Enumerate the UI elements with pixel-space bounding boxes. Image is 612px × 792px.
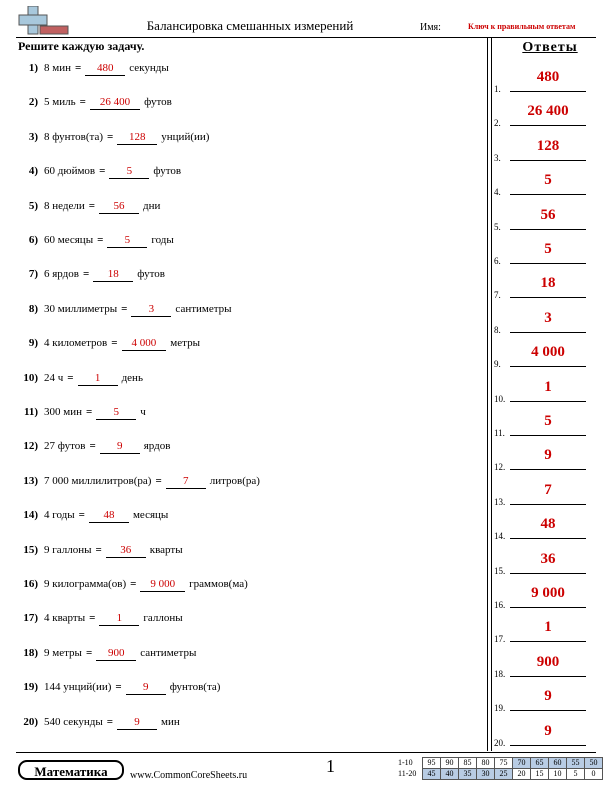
- answer-value: 9 000: [531, 585, 565, 601]
- answer-blank: 18: [93, 268, 133, 282]
- problem-target-unit: годы: [151, 234, 174, 246]
- problem-row: [10, 268, 165, 284]
- answer-value: 9: [544, 722, 552, 739]
- problem-row: [10, 234, 174, 250]
- problem-quantity: 24 ч: [44, 371, 64, 384]
- plus-minus-logo-icon: [18, 6, 70, 36]
- site-url: www.CommonCoreSheets.ru: [130, 770, 248, 781]
- page-number: 1: [326, 756, 335, 776]
- answer-value: 3: [544, 309, 552, 326]
- equals-sign: =: [95, 543, 102, 556]
- equals-sign: =: [85, 646, 93, 659]
- answer-line: [510, 641, 586, 642]
- problem-target-unit: унций(ии): [161, 130, 210, 143]
- answer-line: [510, 297, 586, 298]
- footer-divider: [16, 752, 596, 753]
- problem-number: 2): [28, 96, 38, 109]
- answer-blank: 5: [109, 165, 149, 179]
- problem-target-unit: дни: [143, 199, 161, 212]
- equals-sign: =: [111, 337, 118, 350]
- problem-quantity: 30 миллиметры: [44, 302, 118, 315]
- score-cell: 10: [549, 769, 567, 780]
- equals-sign: =: [106, 715, 113, 728]
- problem-number: 10): [23, 371, 38, 384]
- equals-sign: =: [130, 578, 137, 590]
- score-cell: 5: [567, 769, 585, 780]
- answer-blank: 4 000: [122, 337, 167, 351]
- score-table: [398, 757, 603, 780]
- problem-quantity: 4 кварты: [44, 612, 86, 625]
- answer-line: [510, 573, 586, 574]
- answer-line: [510, 676, 586, 677]
- problem-target-unit: день: [121, 371, 143, 384]
- equals-sign: =: [74, 62, 82, 74]
- answer-row: [494, 412, 594, 440]
- problem-row: [10, 372, 143, 388]
- answer-blank: 9 000: [140, 578, 185, 592]
- answer-number: 3.: [494, 152, 501, 163]
- problem-row: [10, 165, 181, 181]
- score-cell: 15: [531, 769, 549, 780]
- problem-row: [10, 716, 180, 732]
- score-cell: 60: [549, 758, 567, 769]
- equals-sign: =: [85, 406, 93, 418]
- answer-number: 18.: [494, 668, 506, 679]
- answer-line: [510, 91, 586, 92]
- answer-column-divider: [487, 37, 488, 751]
- problem-target-unit: сантиметры: [175, 302, 232, 315]
- problem-quantity: 8 мин: [44, 62, 71, 74]
- answer-blank: 9: [100, 440, 140, 454]
- score-cell: 85: [459, 758, 477, 769]
- answer-line: [510, 332, 586, 333]
- answer-number: 2.: [494, 118, 501, 129]
- answer-value: 5: [544, 172, 552, 189]
- problem-quantity: 300 мин: [44, 406, 82, 418]
- answer-value: 7: [544, 481, 552, 498]
- equals-sign: =: [121, 302, 128, 315]
- answer-row: [494, 206, 594, 234]
- answer-line: [510, 229, 586, 230]
- score-cell: 20: [513, 769, 531, 780]
- equals-sign: =: [79, 96, 86, 109]
- answer-row: [494, 515, 594, 543]
- problem-row: [10, 681, 220, 697]
- problem-target-unit: мин: [161, 715, 180, 728]
- problem-number: 12): [23, 440, 38, 453]
- answer-line: [510, 504, 586, 505]
- equals-sign: =: [107, 130, 114, 143]
- answer-value: 9: [544, 447, 552, 464]
- answer-value: 5: [544, 413, 552, 429]
- answer-blank: 5: [96, 406, 136, 420]
- score-cell: 50: [585, 758, 603, 769]
- problem-quantity: 60 дюймов: [44, 165, 96, 178]
- problem-row: [10, 131, 209, 147]
- problem-row: [10, 440, 170, 456]
- problem-number: 11): [23, 406, 38, 418]
- answer-value: 4 000: [531, 344, 565, 361]
- answer-number: 10.: [494, 393, 506, 404]
- answer-value: 9: [544, 688, 552, 705]
- answer-line: [510, 263, 586, 264]
- answer-row: [494, 653, 594, 681]
- problem-number: 9): [28, 337, 38, 350]
- score-row: [398, 769, 603, 780]
- problem-row: [10, 200, 160, 216]
- problem-quantity: 27 футов: [44, 440, 86, 453]
- problem-quantity: 9 галлоны: [44, 543, 92, 556]
- answer-line: [510, 194, 586, 195]
- answers-header: Ответы: [522, 40, 578, 55]
- problem-quantity: 5 миль: [44, 96, 76, 109]
- problem-target-unit: месяцы: [132, 509, 169, 522]
- answer-blank: 1: [99, 612, 139, 626]
- answer-value: 36: [540, 550, 556, 567]
- answer-value: 48: [540, 516, 556, 533]
- score-cell: 30: [477, 769, 495, 780]
- problem-quantity: 540 секунды: [44, 715, 103, 728]
- score-cell: 75: [495, 758, 513, 769]
- equals-sign: =: [155, 474, 162, 487]
- problem-number: 13): [23, 474, 38, 487]
- answer-value: 480: [536, 69, 560, 85]
- answer-blank: 9: [126, 681, 166, 695]
- problem-row: [10, 509, 168, 525]
- score-cell: 25: [495, 769, 513, 780]
- problem-quantity: 4 километров: [44, 337, 108, 350]
- answer-blank: 3: [131, 303, 171, 317]
- answer-blank: 48: [89, 509, 129, 523]
- answer-line: [510, 401, 586, 402]
- answer-row: [494, 481, 594, 509]
- answer-value: 5: [544, 241, 552, 257]
- score-cell: 35: [459, 769, 477, 780]
- answer-number: 16.: [494, 600, 506, 610]
- answer-blank: 900: [96, 647, 136, 661]
- answer-row: [494, 240, 594, 268]
- equals-sign: =: [89, 440, 96, 453]
- score-cell: 65: [531, 758, 549, 769]
- answer-line: [510, 538, 586, 539]
- answer-row: [494, 584, 594, 612]
- problem-row: [10, 578, 248, 594]
- answer-value: 1: [544, 378, 552, 395]
- answer-blank: 26 400: [90, 96, 140, 110]
- problem-row: [10, 475, 260, 491]
- answer-number: 5.: [494, 221, 501, 232]
- answer-blank: 1: [78, 372, 118, 386]
- header-divider: [16, 37, 596, 38]
- answer-number: 14.: [494, 531, 506, 542]
- instructions: Решите каждую задачу.: [18, 39, 145, 53]
- problem-target-unit: фунтов(та): [169, 681, 221, 694]
- answer-row: [494, 68, 594, 96]
- answer-number: 4.: [494, 187, 501, 198]
- answer-value: 128: [536, 137, 560, 154]
- problem-target-unit: секунды: [129, 62, 169, 74]
- answer-number: 7.: [494, 290, 501, 301]
- answer-number: 12.: [494, 462, 506, 473]
- answer-number: 15.: [494, 565, 506, 576]
- answer-line: [510, 125, 586, 126]
- answer-key-label: Ключ к правильным ответам: [468, 22, 576, 31]
- problem-number: 5): [28, 199, 38, 212]
- problem-target-unit: футов: [137, 268, 165, 281]
- answer-blank: 9: [117, 716, 157, 730]
- answer-row: [494, 687, 594, 715]
- problem-number: 8): [28, 302, 38, 315]
- problem-quantity: 9 килограмма(ов): [44, 578, 127, 590]
- score-cell: 80: [477, 758, 495, 769]
- answer-value: 18: [540, 275, 556, 292]
- problem-target-unit: ч: [140, 406, 146, 418]
- problem-target-unit: сантиметры: [140, 646, 197, 659]
- problem-quantity: 4 годы: [44, 509, 75, 522]
- problem-number: 3): [28, 130, 38, 143]
- answer-row: [494, 618, 594, 646]
- worksheet-title: Балансировка смешанных измерений: [146, 18, 354, 33]
- answer-row: [494, 446, 594, 474]
- problem-target-unit: граммов(ма): [189, 578, 248, 590]
- problem-row: [10, 612, 183, 628]
- score-range-label: 11-20: [398, 769, 417, 778]
- problem-quantity: 9 метры: [44, 646, 82, 659]
- problem-target-unit: галлоны: [143, 612, 183, 625]
- problem-quantity: 8 недели: [44, 199, 85, 212]
- equals-sign: =: [99, 165, 106, 178]
- answer-blank: 480: [85, 62, 125, 76]
- answer-line: [510, 366, 586, 367]
- answer-number: 20.: [494, 737, 506, 748]
- answer-row: [494, 137, 594, 165]
- score-row: [398, 758, 603, 769]
- problem-target-unit: литров(ра): [209, 474, 260, 487]
- problem-quantity: 6 ярдов: [44, 268, 79, 281]
- answer-blank: 128: [117, 131, 157, 145]
- problem-row: [10, 62, 169, 78]
- problem-target-unit: метры: [170, 337, 200, 350]
- score-cell: 55: [567, 758, 585, 769]
- problem-number: 14): [23, 509, 38, 522]
- answer-column-divider-inner: [491, 37, 492, 751]
- problem-number: 20): [23, 715, 38, 728]
- problem-number: 1): [28, 62, 38, 74]
- answer-value: 1: [544, 619, 552, 636]
- answer-number: 6.: [494, 256, 501, 266]
- equals-sign: =: [82, 268, 90, 281]
- problem-quantity: 7 000 миллилитров(ра): [44, 474, 152, 487]
- score-cell: 40: [441, 769, 459, 780]
- score-cell: 90: [441, 758, 459, 769]
- subject-badge: Математика: [18, 760, 124, 780]
- answer-row: [494, 722, 594, 750]
- answer-line: [510, 160, 586, 161]
- score-cell: 95: [423, 758, 441, 769]
- answer-line: [510, 607, 586, 608]
- answer-row: [494, 274, 594, 302]
- problem-number: 7): [28, 268, 38, 281]
- answer-number: 17.: [494, 634, 506, 645]
- name-label: Имя:: [420, 22, 441, 33]
- answer-line: [510, 745, 586, 746]
- problem-quantity: 60 месяцы: [44, 234, 94, 246]
- answer-value: 900: [536, 653, 560, 670]
- score-cell: 45: [423, 769, 441, 780]
- answer-row: [494, 309, 594, 337]
- problem-number: 15): [23, 543, 38, 556]
- problem-row: [10, 406, 146, 422]
- answer-blank: 56: [99, 200, 139, 214]
- equals-sign: =: [89, 612, 96, 625]
- problem-target-unit: футов: [144, 96, 172, 109]
- answer-row: [494, 378, 594, 406]
- answer-value: 26 400: [527, 103, 569, 120]
- problem-number: 6): [28, 234, 38, 246]
- answer-number: 8.: [494, 324, 501, 335]
- score-range-label: 1-10: [398, 758, 413, 767]
- answer-line: [510, 710, 586, 711]
- problem-quantity: 144 унций(ии): [44, 681, 112, 694]
- answer-row: [494, 343, 594, 371]
- problem-number: 4): [28, 165, 38, 178]
- problem-row: [10, 337, 200, 353]
- score-cell: 70: [513, 758, 531, 769]
- problem-target-unit: кварты: [149, 543, 183, 556]
- answer-row: [494, 102, 594, 130]
- problem-quantity: 8 фунтов(та): [44, 130, 103, 143]
- answer-number: 1.: [494, 84, 501, 94]
- problem-row: [10, 303, 232, 319]
- answer-number: 9.: [494, 359, 501, 370]
- equals-sign: =: [67, 371, 74, 384]
- problem-row: [10, 96, 172, 112]
- answer-number: 19.: [494, 703, 506, 714]
- answer-number: 11.: [494, 428, 505, 438]
- problem-number: 19): [23, 681, 38, 694]
- answer-value: 56: [540, 206, 556, 223]
- problem-row: [10, 647, 196, 663]
- answer-row: [494, 550, 594, 578]
- equals-sign: =: [78, 509, 85, 522]
- problem-target-unit: футов: [153, 165, 182, 178]
- equals-sign: =: [97, 234, 104, 246]
- answer-blank: 5: [107, 234, 147, 248]
- equals-sign: =: [115, 681, 122, 694]
- score-cell: 0: [585, 769, 603, 780]
- equals-sign: =: [88, 199, 96, 212]
- problem-target-unit: ярдов: [143, 440, 171, 453]
- answer-row: [494, 171, 594, 199]
- problem-row: [10, 544, 183, 560]
- answer-number: 13.: [494, 496, 506, 507]
- answer-blank: 36: [106, 544, 146, 558]
- problem-number: 18): [23, 646, 38, 659]
- answer-line: [510, 469, 586, 470]
- answer-blank: 7: [166, 475, 206, 489]
- problem-number: 16): [23, 578, 38, 590]
- problem-number: 17): [23, 612, 38, 625]
- answer-line: [510, 435, 586, 436]
